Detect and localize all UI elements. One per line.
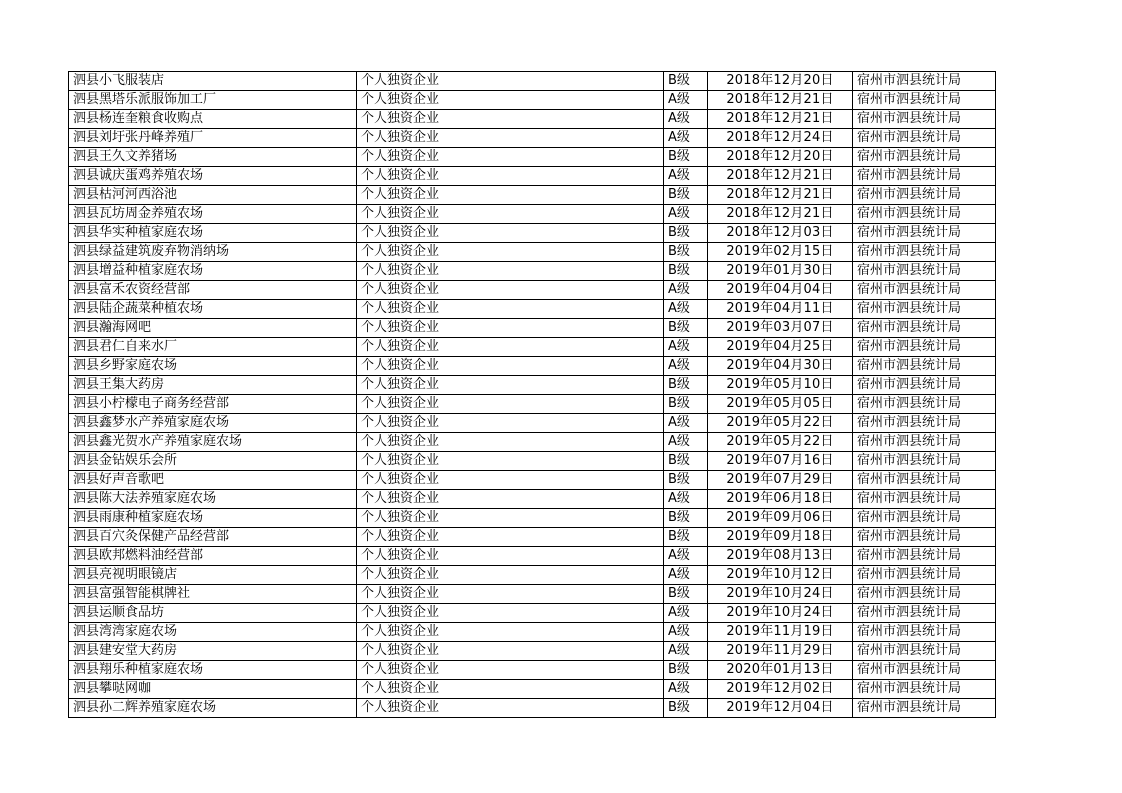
rating-date-cell: 2019年05月05日: [708, 395, 853, 414]
enterprise-name-cell: 泗县富强智能棋牌社: [69, 585, 357, 604]
table-row: [69, 547, 996, 566]
credit-grade-cell: B级: [664, 243, 708, 262]
table-row: [69, 566, 996, 585]
table-row: [69, 91, 996, 110]
table-row: [69, 642, 996, 661]
rating-date-cell: 2018年12月24日: [708, 129, 853, 148]
table-row: [69, 585, 996, 604]
enterprise-type-cell: 个人独资企业: [357, 490, 664, 509]
rating-date-cell: 2019年03月07日: [708, 319, 853, 338]
credit-grade-cell: B级: [664, 186, 708, 205]
credit-grade-cell: A级: [664, 281, 708, 300]
credit-grade-cell: A级: [664, 110, 708, 129]
credit-grade-cell: B级: [664, 262, 708, 281]
enterprise-type-cell: 个人独资企业: [357, 528, 664, 547]
table-row: [69, 186, 996, 205]
authority-cell: 宿州市泗县统计局: [853, 661, 996, 680]
enterprise-name-cell: 泗县陈大法养殖家庭农场: [69, 490, 357, 509]
credit-grade-cell: A级: [664, 357, 708, 376]
enterprise-name-cell: 泗县君仁自来水厂: [69, 338, 357, 357]
authority-cell: 宿州市泗县统计局: [853, 148, 996, 167]
enterprise-name-cell: 泗县富禾农资经营部: [69, 281, 357, 300]
credit-grade-cell: B级: [664, 699, 708, 718]
authority-cell: 宿州市泗县统计局: [853, 395, 996, 414]
authority-cell: 宿州市泗县统计局: [853, 642, 996, 661]
rating-date-cell: 2019年10月24日: [708, 585, 853, 604]
rating-date-cell: 2018年12月21日: [708, 205, 853, 224]
credit-grade-cell: A级: [664, 490, 708, 509]
credit-grade-cell: B级: [664, 471, 708, 490]
table-row: [69, 471, 996, 490]
rating-date-cell: 2018年12月20日: [708, 72, 853, 91]
enterprise-type-cell: 个人独资企业: [357, 357, 664, 376]
authority-cell: 宿州市泗县统计局: [853, 300, 996, 319]
authority-cell: 宿州市泗县统计局: [853, 72, 996, 91]
table-row: [69, 376, 996, 395]
authority-cell: 宿州市泗县统计局: [853, 585, 996, 604]
credit-grade-cell: A级: [664, 433, 708, 452]
table-row: [69, 281, 996, 300]
enterprise-name-cell: 泗县好声音歌吧: [69, 471, 357, 490]
rating-date-cell: 2019年05月10日: [708, 376, 853, 395]
authority-cell: 宿州市泗县统计局: [853, 338, 996, 357]
enterprise-type-cell: 个人独资企业: [357, 338, 664, 357]
credit-grade-cell: B级: [664, 395, 708, 414]
rating-date-cell: 2019年07月29日: [708, 471, 853, 490]
authority-cell: 宿州市泗县统计局: [853, 224, 996, 243]
credit-grade-cell: A级: [664, 167, 708, 186]
authority-cell: 宿州市泗县统计局: [853, 357, 996, 376]
credit-grade-cell: A级: [664, 547, 708, 566]
authority-cell: 宿州市泗县统计局: [853, 680, 996, 699]
rating-date-cell: 2019年02月15日: [708, 243, 853, 262]
rating-date-cell: 2018年12月21日: [708, 167, 853, 186]
table-row: [69, 110, 996, 129]
authority-cell: 宿州市泗县统计局: [853, 186, 996, 205]
authority-cell: 宿州市泗县统计局: [853, 205, 996, 224]
table-row: [69, 395, 996, 414]
enterprise-name-cell: 泗县百穴灸保健产品经营部: [69, 528, 357, 547]
table-body: [69, 72, 996, 718]
enterprise-type-cell: 个人独资企业: [357, 699, 664, 718]
enterprise-type-cell: 个人独资企业: [357, 395, 664, 414]
table-row: [69, 129, 996, 148]
enterprise-name-cell: 泗县杨连奎粮食收购点: [69, 110, 357, 129]
credit-grade-cell: A级: [664, 566, 708, 585]
authority-cell: 宿州市泗县统计局: [853, 262, 996, 281]
enterprise-name-cell: 泗县华实种植家庭农场: [69, 224, 357, 243]
enterprise-type-cell: 个人独资企业: [357, 167, 664, 186]
credit-grade-cell: B级: [664, 148, 708, 167]
rating-date-cell: 2019年10月24日: [708, 604, 853, 623]
authority-cell: 宿州市泗县统计局: [853, 129, 996, 148]
authority-cell: 宿州市泗县统计局: [853, 509, 996, 528]
enterprise-name-cell: 泗县瀚海网吧: [69, 319, 357, 338]
credit-grade-cell: A级: [664, 414, 708, 433]
enterprise-name-cell: 泗县枯河河西浴池: [69, 186, 357, 205]
enterprise-type-cell: 个人独资企业: [357, 604, 664, 623]
enterprise-name-cell: 泗县运顺食品坊: [69, 604, 357, 623]
rating-date-cell: 2019年01月30日: [708, 262, 853, 281]
credit-grade-cell: A级: [664, 680, 708, 699]
authority-cell: 宿州市泗县统计局: [853, 243, 996, 262]
enterprise-type-cell: 个人独资企业: [357, 376, 664, 395]
enterprise-type-cell: 个人独资企业: [357, 91, 664, 110]
authority-cell: 宿州市泗县统计局: [853, 528, 996, 547]
authority-cell: 宿州市泗县统计局: [853, 490, 996, 509]
table-row: [69, 452, 996, 471]
table-row: [69, 509, 996, 528]
spreadsheet-page: [68, 71, 996, 718]
rating-date-cell: 2019年04月30日: [708, 357, 853, 376]
rating-date-cell: 2018年12月20日: [708, 148, 853, 167]
enterprise-type-cell: 个人独资企业: [357, 262, 664, 281]
table-row: [69, 205, 996, 224]
credit-grade-cell: A级: [664, 129, 708, 148]
enterprise-name-cell: 泗县陆企蔬菜种植农场: [69, 300, 357, 319]
table-row: [69, 243, 996, 262]
rating-date-cell: 2019年04月11日: [708, 300, 853, 319]
enterprise-type-cell: 个人独资企业: [357, 566, 664, 585]
rating-date-cell: 2019年12月04日: [708, 699, 853, 718]
rating-date-cell: 2019年10月12日: [708, 566, 853, 585]
authority-cell: 宿州市泗县统计局: [853, 547, 996, 566]
rating-date-cell: 2019年04月04日: [708, 281, 853, 300]
rating-date-cell: 2018年12月21日: [708, 110, 853, 129]
enterprise-name-cell: 泗县鑫光贺水产养殖家庭农场: [69, 433, 357, 452]
authority-cell: 宿州市泗县统计局: [853, 566, 996, 585]
credit-grade-cell: A级: [664, 623, 708, 642]
rating-date-cell: 2018年12月03日: [708, 224, 853, 243]
credit-grade-cell: A级: [664, 642, 708, 661]
credit-grade-cell: A级: [664, 300, 708, 319]
table-row: [69, 490, 996, 509]
enterprise-name-cell: 泗县刘圩张丹峰养殖厂: [69, 129, 357, 148]
authority-cell: 宿州市泗县统计局: [853, 281, 996, 300]
rating-date-cell: 2019年11月19日: [708, 623, 853, 642]
enterprise-name-cell: 泗县黑塔乐派服饰加工厂: [69, 91, 357, 110]
enterprise-type-cell: 个人独资企业: [357, 129, 664, 148]
enterprise-type-cell: 个人独资企业: [357, 414, 664, 433]
enterprise-type-cell: 个人独资企业: [357, 623, 664, 642]
authority-cell: 宿州市泗县统计局: [853, 623, 996, 642]
credit-grade-cell: B级: [664, 661, 708, 680]
enterprise-type-cell: 个人独资企业: [357, 72, 664, 91]
enterprise-type-cell: 个人独资企业: [357, 110, 664, 129]
enterprise-type-cell: 个人独资企业: [357, 585, 664, 604]
authority-cell: 宿州市泗县统计局: [853, 433, 996, 452]
enterprise-name-cell: 泗县小飞服装店: [69, 72, 357, 91]
table-row: [69, 661, 996, 680]
enterprise-type-cell: 个人独资企业: [357, 186, 664, 205]
enterprise-name-cell: 泗县诚庆蛋鸡养殖农场: [69, 167, 357, 186]
rating-date-cell: 2019年12月02日: [708, 680, 853, 699]
enterprise-name-cell: 泗县孙二辉养殖家庭农场: [69, 699, 357, 718]
table-row: [69, 433, 996, 452]
enterprise-name-cell: 泗县绿益建筑废弃物消纳场: [69, 243, 357, 262]
rating-date-cell: 2019年05月22日: [708, 433, 853, 452]
authority-cell: 宿州市泗县统计局: [853, 699, 996, 718]
table-row: [69, 623, 996, 642]
enterprise-type-cell: 个人独资企业: [357, 642, 664, 661]
table-row: [69, 319, 996, 338]
enterprise-type-cell: 个人独资企业: [357, 471, 664, 490]
rating-date-cell: 2020年01月13日: [708, 661, 853, 680]
enterprise-credit-table: [68, 71, 996, 718]
table-row: [69, 414, 996, 433]
rating-date-cell: 2019年08月13日: [708, 547, 853, 566]
enterprise-type-cell: 个人独资企业: [357, 148, 664, 167]
table-row: [69, 604, 996, 623]
enterprise-type-cell: 个人独资企业: [357, 300, 664, 319]
authority-cell: 宿州市泗县统计局: [853, 471, 996, 490]
enterprise-type-cell: 个人独资企业: [357, 452, 664, 471]
enterprise-type-cell: 个人独资企业: [357, 205, 664, 224]
authority-cell: 宿州市泗县统计局: [853, 604, 996, 623]
rating-date-cell: 2019年11月29日: [708, 642, 853, 661]
enterprise-name-cell: 泗县翔乐种植家庭农场: [69, 661, 357, 680]
enterprise-type-cell: 个人独资企业: [357, 547, 664, 566]
credit-grade-cell: B级: [664, 452, 708, 471]
credit-grade-cell: B级: [664, 509, 708, 528]
table-row: [69, 262, 996, 281]
enterprise-type-cell: 个人独资企业: [357, 680, 664, 699]
rating-date-cell: 2018年12月21日: [708, 186, 853, 205]
credit-grade-cell: A级: [664, 338, 708, 357]
table-row: [69, 338, 996, 357]
authority-cell: 宿州市泗县统计局: [853, 319, 996, 338]
enterprise-name-cell: 泗县小柠檬电子商务经营部: [69, 395, 357, 414]
enterprise-name-cell: 泗县雨康种植家庭农场: [69, 509, 357, 528]
enterprise-name-cell: 泗县鑫梦水产养殖家庭农场: [69, 414, 357, 433]
enterprise-name-cell: 泗县王久文养猪场: [69, 148, 357, 167]
enterprise-name-cell: 泗县建安堂大药房: [69, 642, 357, 661]
table-row: [69, 699, 996, 718]
enterprise-type-cell: 个人独资企业: [357, 433, 664, 452]
credit-grade-cell: A级: [664, 604, 708, 623]
authority-cell: 宿州市泗县统计局: [853, 414, 996, 433]
rating-date-cell: 2019年04月25日: [708, 338, 853, 357]
table-row: [69, 224, 996, 243]
rating-date-cell: 2019年09月18日: [708, 528, 853, 547]
enterprise-name-cell: 泗县王集大药房: [69, 376, 357, 395]
enterprise-name-cell: 泗县欧邦燃料油经营部: [69, 547, 357, 566]
rating-date-cell: 2019年07月16日: [708, 452, 853, 471]
authority-cell: 宿州市泗县统计局: [853, 452, 996, 471]
enterprise-type-cell: 个人独资企业: [357, 224, 664, 243]
credit-grade-cell: B级: [664, 72, 708, 91]
table-row: [69, 680, 996, 699]
enterprise-name-cell: 泗县湾湾家庭农场: [69, 623, 357, 642]
credit-grade-cell: B级: [664, 585, 708, 604]
credit-grade-cell: A级: [664, 91, 708, 110]
authority-cell: 宿州市泗县统计局: [853, 167, 996, 186]
enterprise-type-cell: 个人独资企业: [357, 509, 664, 528]
credit-grade-cell: B级: [664, 376, 708, 395]
rating-date-cell: 2019年06月18日: [708, 490, 853, 509]
credit-grade-cell: B级: [664, 528, 708, 547]
enterprise-name-cell: 泗县攀哒网咖: [69, 680, 357, 699]
authority-cell: 宿州市泗县统计局: [853, 110, 996, 129]
authority-cell: 宿州市泗县统计局: [853, 91, 996, 110]
enterprise-type-cell: 个人独资企业: [357, 243, 664, 262]
enterprise-name-cell: 泗县金钻娱乐会所: [69, 452, 357, 471]
rating-date-cell: 2018年12月21日: [708, 91, 853, 110]
enterprise-name-cell: 泗县亮视明眼镜店: [69, 566, 357, 585]
enterprise-type-cell: 个人独资企业: [357, 661, 664, 680]
table-row: [69, 167, 996, 186]
table-row: [69, 72, 996, 91]
rating-date-cell: 2019年05月22日: [708, 414, 853, 433]
rating-date-cell: 2019年09月06日: [708, 509, 853, 528]
enterprise-type-cell: 个人独资企业: [357, 319, 664, 338]
credit-grade-cell: B级: [664, 319, 708, 338]
enterprise-name-cell: 泗县瓦坊周金养殖农场: [69, 205, 357, 224]
authority-cell: 宿州市泗县统计局: [853, 376, 996, 395]
credit-grade-cell: B级: [664, 224, 708, 243]
table-row: [69, 300, 996, 319]
table-row: [69, 528, 996, 547]
enterprise-name-cell: 泗县增益种植家庭农场: [69, 262, 357, 281]
enterprise-name-cell: 泗县乡野家庭农场: [69, 357, 357, 376]
credit-grade-cell: A级: [664, 205, 708, 224]
table-row: [69, 357, 996, 376]
table-row: [69, 148, 996, 167]
enterprise-type-cell: 个人独资企业: [357, 281, 664, 300]
